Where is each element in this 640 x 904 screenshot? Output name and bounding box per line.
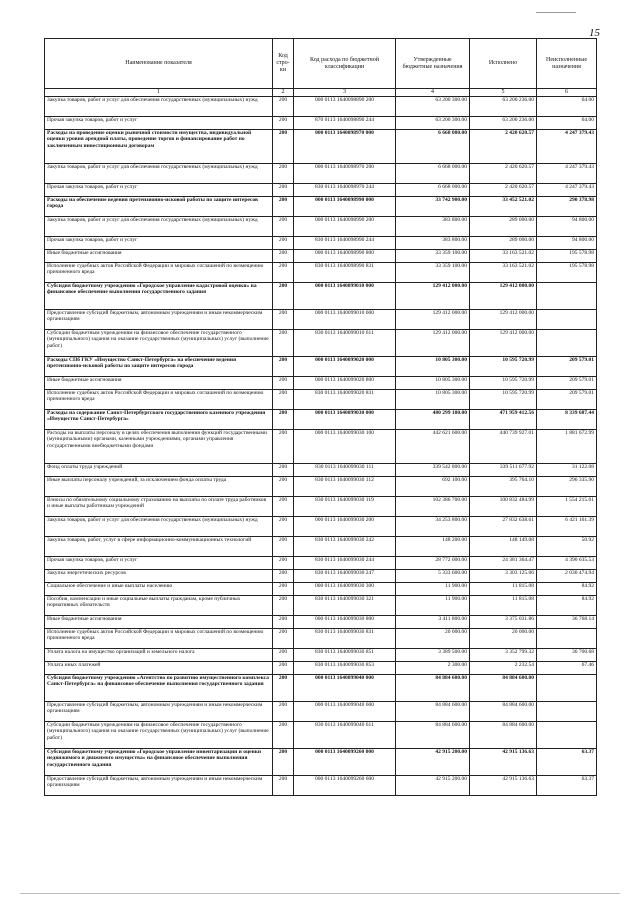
- cell-unexecuted: 4 247 379.43: [537, 130, 597, 164]
- cell-executed: 129 412 000.00: [470, 330, 537, 357]
- cell-name: Иные бюджетные ассигнования: [45, 377, 273, 390]
- table-row: [45, 497, 597, 517]
- cell-name: Закупка товаров, работ и услуг для обеспечения государственных (муниципальных) нужд: [45, 217, 273, 237]
- cell-unexecuted: 195 578.98: [537, 250, 597, 263]
- cell-kbk: 000 0113 1640099020 800: [294, 377, 396, 390]
- table-row: [45, 776, 597, 796]
- table-row: [45, 117, 597, 130]
- cell-kbk: 830 0113 1640099010 611: [294, 330, 396, 357]
- cell-code: 200: [273, 330, 294, 357]
- cell-executed: 3 352 799.32: [470, 649, 537, 662]
- table-row: [45, 629, 597, 649]
- cell-code: 200: [273, 557, 294, 570]
- cell-kbk: 830 0113 1640098990 831: [294, 263, 396, 283]
- cell-name: Прочая закупка товаров, работ и услуг: [45, 557, 273, 570]
- cell-approved: 10 805 300.00: [396, 357, 470, 377]
- cell-unexecuted: 50.92: [537, 537, 597, 557]
- header-kbk: Код расхода по бюджетной классификации: [294, 39, 396, 89]
- cell-code: 200: [273, 662, 294, 675]
- cell-unexecuted: 209 579.01: [537, 390, 597, 410]
- table-row: [45, 557, 597, 570]
- cell-executed: 289 000.00: [470, 237, 537, 250]
- cell-kbk: 000 0113 1640098990 000: [294, 197, 396, 217]
- cell-name: Иные бюджетные ассигнования: [45, 250, 273, 263]
- cell-approved: 442 621 600.00: [396, 430, 470, 464]
- cell-name: Субсидия бюджетному учреждению «Городское управление инвентаризации и оценки недвижимого и движимого имущества» на финансовое обеспечение выполнения государственного задания: [45, 749, 273, 776]
- header-name: Наименование показателя: [45, 39, 273, 89]
- cell-code: 200: [273, 722, 294, 749]
- cell-executed: 42 915 136.63: [470, 776, 537, 796]
- cell-kbk: 000 0113 1640098970 000: [294, 130, 396, 164]
- cell-unexecuted: [537, 702, 597, 722]
- cell-unexecuted: 94 800.00: [537, 237, 597, 250]
- cell-approved: 33 359 100.00: [396, 263, 470, 283]
- table-row: [45, 263, 597, 283]
- table-row: [45, 464, 597, 477]
- table-row: [45, 237, 597, 250]
- cell-code: 200: [273, 237, 294, 250]
- cell-unexecuted: 84.92: [537, 583, 597, 596]
- table-row: [45, 430, 597, 464]
- cell-executed: 289 000.00: [470, 217, 537, 237]
- cell-kbk: 870 0113 1640098890 244: [294, 117, 396, 130]
- cell-kbk: 000 0113 1640099040 600: [294, 702, 396, 722]
- cell-approved: 383 800.00: [396, 237, 470, 250]
- table-body: [45, 97, 597, 796]
- cell-approved: 63 200 300.00: [396, 117, 470, 130]
- cell-executed: 129 412 000.00: [470, 283, 537, 310]
- cell-code: 200: [273, 357, 294, 377]
- cell-kbk: 830 0113 1640099030 111: [294, 464, 396, 477]
- cell-unexecuted: [537, 722, 597, 749]
- cell-kbk: 000 0113 1640099030 200: [294, 517, 396, 537]
- cell-kbk: 830 0113 1640099030 247: [294, 570, 396, 583]
- cell-approved: 42 915 200.00: [396, 776, 470, 796]
- table-header: [45, 39, 597, 89]
- cell-unexecuted: 31 122.08: [537, 464, 597, 477]
- table-row: [45, 184, 597, 197]
- cell-executed: 84 884 600.00: [470, 702, 537, 722]
- col-number: 2: [273, 89, 294, 97]
- cell-kbk: 000 0113 1640098990 200: [294, 217, 396, 237]
- table-row: [45, 390, 597, 410]
- table-row: [45, 197, 597, 217]
- table-row: [45, 583, 597, 596]
- cell-approved: 20 000.00: [396, 629, 470, 649]
- cell-executed: 63 200 236.00: [470, 97, 537, 117]
- cell-name: Иные выплаты персоналу учреждений, за исключением фонда оплаты труда: [45, 477, 273, 497]
- cell-unexecuted: 6 421 161.39: [537, 517, 597, 537]
- cell-kbk: 000 0113 1640098990 800: [294, 250, 396, 263]
- cell-code: 200: [273, 649, 294, 662]
- cell-approved: 3 389 500.00: [396, 649, 470, 662]
- cell-kbk: 000 0113 1640099260 000: [294, 749, 396, 776]
- cell-kbk: 000 0113 1640098890 200: [294, 97, 396, 117]
- cell-code: 200: [273, 702, 294, 722]
- cell-code: 200: [273, 517, 294, 537]
- cell-approved: 5 333 600.00: [396, 570, 470, 583]
- cell-code: 200: [273, 377, 294, 390]
- col-number: 1: [45, 89, 273, 97]
- cell-kbk: 830 0113 1640099030 831: [294, 629, 396, 649]
- cell-approved: 480 299 100.00: [396, 410, 470, 430]
- cell-approved: 148 200.00: [396, 537, 470, 557]
- cell-approved: 11 900.00: [396, 596, 470, 616]
- cell-code: 200: [273, 570, 294, 583]
- cell-code: 200: [273, 117, 294, 130]
- table-row: [45, 477, 597, 497]
- cell-executed: 471 959 412.56: [470, 410, 537, 430]
- cell-executed: 11 815.08: [470, 583, 537, 596]
- cell-name: Предоставление субсидий бюджетным, автономным учреждениям и иным некоммерческим организациям: [45, 776, 273, 796]
- cell-code: 200: [273, 749, 294, 776]
- cell-name: Социальное обеспечение и иные выплаты населению: [45, 583, 273, 596]
- cell-executed: 84 884 600.00: [470, 675, 537, 702]
- cell-unexecuted: 63.37: [537, 749, 597, 776]
- cell-code: 200: [273, 430, 294, 464]
- cell-executed: 10 595 720.99: [470, 390, 537, 410]
- table-row: [45, 217, 597, 237]
- cell-executed: 3 303 125.06: [470, 570, 537, 583]
- cell-unexecuted: 64.00: [537, 117, 597, 130]
- cell-approved: 2 300.00: [396, 662, 470, 675]
- table-row: [45, 596, 597, 616]
- cell-approved: 84 884 600.00: [396, 675, 470, 702]
- cell-code: 200: [273, 410, 294, 430]
- table-row: [45, 130, 597, 164]
- cell-name: Исполнение судебных актов Российской Федерации и мировых соглашений по возмещению причиненного вреда: [45, 629, 273, 649]
- cell-unexecuted: 36 768.14: [537, 616, 597, 629]
- cell-approved: 129 412 000.00: [396, 330, 470, 357]
- table-row: [45, 537, 597, 557]
- cell-kbk: 000 0113 1640099030 100: [294, 430, 396, 464]
- cell-name: Субсидии бюджетным учреждениям на финансовое обеспечение государственного (муниципального) задания на оказание государственных (муниципальных) услуг (выполнение работ): [45, 330, 273, 357]
- cell-name: Субсидия бюджетному учреждению «Агентство по развитию имущественного комплекса Санкт-Петербурга» на финансовое обеспечение выполнения государственного задания: [45, 675, 273, 702]
- table-row: [45, 250, 597, 263]
- table-row: [45, 749, 597, 776]
- cell-executed: 2 420 620.57: [470, 130, 537, 164]
- cell-executed: 33 452 521.02: [470, 197, 537, 217]
- cell-approved: 34 253 800.00: [396, 517, 470, 537]
- cell-approved: 42 915 200.00: [396, 749, 470, 776]
- cell-approved: 6 668 000.00: [396, 164, 470, 184]
- cell-approved: 692 100.00: [396, 477, 470, 497]
- cell-approved: 84 884 600.00: [396, 722, 470, 749]
- col-number: 5: [470, 89, 537, 97]
- cell-executed: 33 163 521.02: [470, 250, 537, 263]
- cell-code: 200: [273, 629, 294, 649]
- cell-kbk: 830 0113 1640099030 119: [294, 497, 396, 517]
- cell-unexecuted: 8 339 687.44: [537, 410, 597, 430]
- cell-name: Закупка товаров, работ, услуг в сфере информационно-коммуникационных технологий: [45, 537, 273, 557]
- cell-kbk: 000 0113 1640099010 000: [294, 283, 396, 310]
- cell-approved: 3 411 800.00: [396, 616, 470, 629]
- cell-unexecuted: 36 700.68: [537, 649, 597, 662]
- cell-approved: 33 359 100.00: [396, 250, 470, 263]
- table-row: [45, 702, 597, 722]
- cell-name: Закупка энергетических ресурсов: [45, 570, 273, 583]
- cell-code: 200: [273, 130, 294, 164]
- cell-name: Расходы на содержание Санкт-Петербургского государственного казенного учреждения «Имущество Санкт-Петербурга»: [45, 410, 273, 430]
- cell-executed: 2 232.54: [470, 662, 537, 675]
- cell-code: 200: [273, 537, 294, 557]
- cell-code: 200: [273, 164, 294, 184]
- cell-name: Расходы на проведение оценки рыночной стоимости имущества, индивидуальной оценки уровня арендной платы, проведение торгов и финансирование работ по заключенным инвестиционным договорам: [45, 130, 273, 164]
- cell-unexecuted: 209 579.01: [537, 357, 597, 377]
- table-row: [45, 649, 597, 662]
- cell-name: Исполнение судебных актов Российской Федерации и мировых соглашений по возмещению причиненного вреда: [45, 263, 273, 283]
- cell-unexecuted: [537, 283, 597, 310]
- cell-unexecuted: [537, 629, 597, 649]
- cell-name: Прочая закупка товаров, работ и услуг: [45, 184, 273, 197]
- cell-code: 200: [273, 217, 294, 237]
- cell-name: Уплата налога на имущество организаций и земельного налога: [45, 649, 273, 662]
- cell-code: 200: [273, 616, 294, 629]
- cell-unexecuted: 209 579.01: [537, 377, 597, 390]
- cell-kbk: 830 0113 1640099030 321: [294, 596, 396, 616]
- cell-code: 200: [273, 583, 294, 596]
- cell-name: Иные бюджетные ассигнования: [45, 616, 273, 629]
- cell-executed: 2 420 620.57: [470, 184, 537, 197]
- cell-unexecuted: 195 578.98: [537, 263, 597, 283]
- table-row: [45, 310, 597, 330]
- cell-unexecuted: 4 247 379.43: [537, 184, 597, 197]
- cell-kbk: 000 0113 1640099040 000: [294, 675, 396, 702]
- table-row: [45, 377, 597, 390]
- table-row: [45, 517, 597, 537]
- cell-name: Закупка товаров, работ и услуг для обеспечения государственных (муниципальных) нужд: [45, 164, 273, 184]
- cell-approved: 84 884 600.00: [396, 702, 470, 722]
- bottom-rule: [20, 893, 620, 894]
- cell-name: Предоставление субсидий бюджетным, автономным учреждениям и иным некоммерческим организациям: [45, 310, 273, 330]
- cell-kbk: 000 0113 1640099030 800: [294, 616, 396, 629]
- cell-approved: 11 900.00: [396, 583, 470, 596]
- cell-approved: 129 412 000.00: [396, 283, 470, 310]
- cell-name: Закупка товаров, работ и услуг для обеспечения государственных (муниципальных) нужд: [45, 517, 273, 537]
- table-row: [45, 97, 597, 117]
- cell-code: 200: [273, 97, 294, 117]
- cell-unexecuted: 2 030 474.94: [537, 570, 597, 583]
- cell-executed: 395 764.10: [470, 477, 537, 497]
- cell-code: 200: [273, 776, 294, 796]
- cell-unexecuted: 296 335.90: [537, 477, 597, 497]
- top-rule: [536, 12, 576, 13]
- cell-unexecuted: [537, 310, 597, 330]
- cell-unexecuted: 63.37: [537, 776, 597, 796]
- cell-code: 200: [273, 184, 294, 197]
- col-number: 4: [396, 89, 470, 97]
- cell-executed: 11 815.08: [470, 596, 537, 616]
- cell-unexecuted: 67.46: [537, 662, 597, 675]
- cell-unexecuted: 1 554 215.01: [537, 497, 597, 517]
- cell-code: 200: [273, 263, 294, 283]
- cell-executed: 84 884 600.00: [470, 722, 537, 749]
- cell-executed: 3 375 031.86: [470, 616, 537, 629]
- cell-approved: 28 772 000.00: [396, 557, 470, 570]
- table-row: [45, 357, 597, 377]
- cell-kbk: 830 0113 1640099040 611: [294, 722, 396, 749]
- cell-name: Субсидия бюджетному учреждению «Городское управление кадастровой оценки» на финансовое обеспечение выполнения государственного задания: [45, 283, 273, 310]
- col-number: 3: [294, 89, 396, 97]
- cell-name: Фонд оплаты труда учреждений: [45, 464, 273, 477]
- cell-executed: 129 412 000.00: [470, 310, 537, 330]
- cell-approved: 339 542 800.00: [396, 464, 470, 477]
- cell-code: 200: [273, 250, 294, 263]
- cell-code: 200: [273, 477, 294, 497]
- col-number: 6: [537, 89, 597, 97]
- cell-executed: 10 595 720.99: [470, 377, 537, 390]
- cell-approved: 6 668 000.00: [396, 184, 470, 197]
- column-numbers-row: [45, 89, 597, 97]
- cell-approved: 6 668 000.00: [396, 130, 470, 164]
- cell-kbk: 000 0113 1640099260 600: [294, 776, 396, 796]
- table-row: [45, 410, 597, 430]
- table-row: [45, 675, 597, 702]
- cell-approved: 10 805 300.00: [396, 390, 470, 410]
- cell-kbk: 830 0113 1640099030 851: [294, 649, 396, 662]
- cell-approved: 383 800.00: [396, 217, 470, 237]
- cell-name: Взносы по обязательному социальному страхованию на выплаты по оплате труда работников и иные выплаты работникам учреждений: [45, 497, 273, 517]
- cell-unexecuted: [537, 675, 597, 702]
- table-row: [45, 616, 597, 629]
- cell-executed: 63 200 236.00: [470, 117, 537, 130]
- cell-name: Уплата иных платежей: [45, 662, 273, 675]
- table-row: [45, 722, 597, 749]
- cell-executed: 33 163 521.02: [470, 263, 537, 283]
- cell-name: Закупка товаров, работ и услуг для обеспечения государственных (муниципальных) нужд: [45, 97, 273, 117]
- cell-kbk: 830 0113 1640099030 112: [294, 477, 396, 497]
- cell-executed: 339 511 677.92: [470, 464, 537, 477]
- cell-unexecuted: 94 800.00: [537, 217, 597, 237]
- cell-name: Расходы СПб ГКУ «Имущество Санкт-Петербурга» на обеспечение ведения претензионно-исковой работы по защите интересов города: [45, 357, 273, 377]
- cell-approved: 33 742 900.00: [396, 197, 470, 217]
- cell-executed: 27 832 638.61: [470, 517, 537, 537]
- cell-name: Пособия, компенсации и иные социальные выплаты гражданам, кроме публичных нормативных обязательств: [45, 596, 273, 616]
- budget-table: [44, 38, 597, 796]
- cell-kbk: 000 0113 1640099020 000: [294, 357, 396, 377]
- table-row: [45, 570, 597, 583]
- cell-name: Расходы на обеспечение ведения претензионно-исковой работы по защите интересов города: [45, 197, 273, 217]
- cell-kbk: 830 0113 1640098970 244: [294, 184, 396, 197]
- cell-code: 200: [273, 283, 294, 310]
- cell-approved: 63 200 300.00: [396, 97, 470, 117]
- cell-name: Предоставление субсидий бюджетным, автономным учреждениям и иным некоммерческим организациям: [45, 702, 273, 722]
- cell-kbk: 000 0113 1640099030 000: [294, 410, 396, 430]
- cell-unexecuted: 84.92: [537, 596, 597, 616]
- cell-approved: 102 386 700.00: [396, 497, 470, 517]
- cell-unexecuted: [537, 330, 597, 357]
- cell-executed: 440 739 927.01: [470, 430, 537, 464]
- cell-kbk: 830 0113 1640099030 242: [294, 537, 396, 557]
- cell-kbk: 000 0113 1640098970 200: [294, 164, 396, 184]
- page-number: 15: [589, 27, 600, 39]
- cell-executed: 42 915 136.63: [470, 749, 537, 776]
- cell-name: Исполнение судебных актов Российской Федерации и мировых соглашений по возмещению причиненного вреда: [45, 390, 273, 410]
- cell-approved: 10 805 300.00: [396, 377, 470, 390]
- cell-kbk: 000 0113 1640099010 600: [294, 310, 396, 330]
- cell-code: 200: [273, 675, 294, 702]
- cell-code: 200: [273, 310, 294, 330]
- cell-kbk: 830 0113 1640099030 853: [294, 662, 396, 675]
- cell-executed: 148 149.08: [470, 537, 537, 557]
- cell-executed: 24 381 364.47: [470, 557, 537, 570]
- cell-executed: 20 000.00: [470, 629, 537, 649]
- header-approved: Утвержденные бюджетные назначения: [396, 39, 470, 89]
- cell-executed: 10 595 720.99: [470, 357, 537, 377]
- cell-name: Прочая закупка товаров, работ и услуг: [45, 117, 273, 130]
- cell-code: 200: [273, 197, 294, 217]
- cell-code: 200: [273, 596, 294, 616]
- cell-name: Прочая закупка товаров, работ и услуг: [45, 237, 273, 250]
- cell-code: 200: [273, 464, 294, 477]
- cell-code: 200: [273, 497, 294, 517]
- cell-unexecuted: 4 247 379.43: [537, 164, 597, 184]
- header-code: Код стро-ки: [273, 39, 294, 89]
- cell-unexecuted: 64.00: [537, 97, 597, 117]
- cell-kbk: 000 0113 1640099030 300: [294, 583, 396, 596]
- cell-kbk: 830 0113 1640099020 831: [294, 390, 396, 410]
- cell-kbk: 830 0113 1640099030 244: [294, 557, 396, 570]
- cell-name: Субсидии бюджетным учреждениям на финансовое обеспечение государственного (муниципального) задания на оказание государственных (муниципальных) услуг (выполнение работ): [45, 722, 273, 749]
- header-unexecuted: Неисполненные назначения: [537, 39, 597, 89]
- cell-code: 200: [273, 390, 294, 410]
- header-executed: Исполнено: [470, 39, 537, 89]
- cell-executed: 2 420 620.57: [470, 164, 537, 184]
- cell-executed: 100 832 484.99: [470, 497, 537, 517]
- table-row: [45, 283, 597, 310]
- cell-unexecuted: 4 390 635.53: [537, 557, 597, 570]
- cell-kbk: 830 0113 1640098990 244: [294, 237, 396, 250]
- table-row: [45, 662, 597, 675]
- cell-unexecuted: 1 881 672.99: [537, 430, 597, 464]
- cell-approved: 129 412 000.00: [396, 310, 470, 330]
- cell-unexecuted: 290 378.98: [537, 197, 597, 217]
- table-row: [45, 330, 597, 357]
- table-row: [45, 164, 597, 184]
- cell-name: Расходы на выплаты персоналу в целях обеспечения выполнения функций государственными (муниципальными) органами, казенными учреждениями, органами управления государственными внебюджетными фондами: [45, 430, 273, 464]
